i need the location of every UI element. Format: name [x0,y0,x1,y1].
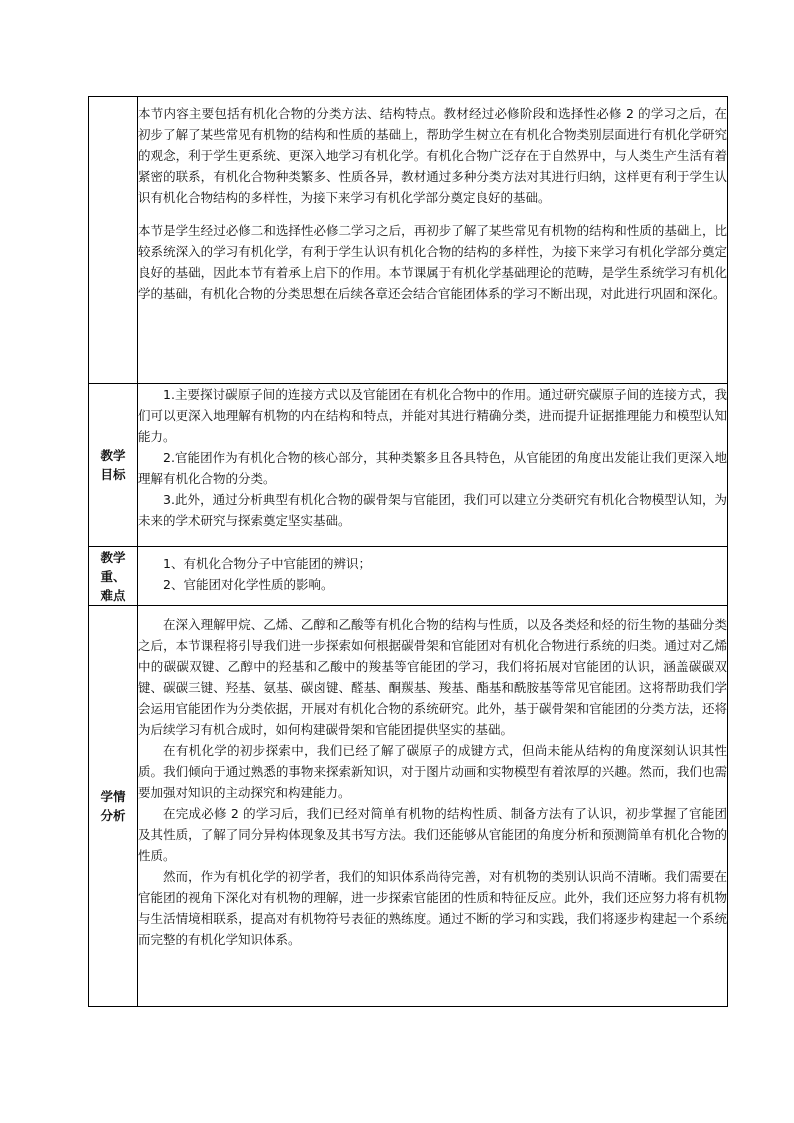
row-label-key-points [89,547,138,606]
row-label-learner [89,606,138,1007]
table-row [89,606,728,1007]
label-line: 重、 [100,568,126,584]
label-line: 教学 [100,549,126,565]
lesson-plan-table [88,96,728,1007]
key-point-item: 2、官能团对化学性质的影响。 [163,577,334,592]
learner-paragraph: 在有机化学的初步探索中，我们已经了解了碳原子的成键方式，但尚未能从结构的角度深刻认识其性质。我们倾向于通过熟悉的事物来探索新知识，对于图片动画和实物模型有着浓厚的兴趣。然而，我们也需要加强对知识的主动探究和构建能力。 [138,743,727,800]
learner-paragraph: 在深入理解甲烷、乙烯、乙醇和乙酸等有机化合物的结构与性质，以及各类烃和烃的衍生物的基础分类之后，本节课程将引导我们进一步探索如何根据碳骨架和官能团对有机化合物进行系统的归类。通过对乙烯中的碳碳双键、乙醇中的羟基和乙酸中的羧基等官能团的学习，我们将拓展对官能团的认识，涵盖碳碳双键、碳碳三键、羟基、氨基、碳卤键、醛基、酮羰基、羧基、酯基和酰胺基等常见官能团。这将帮助我们学会运用官能团作为分类依据，开展对有机化合物的系统研究。此外，基于碳骨架和官能团的分类方法，还将为后续学习有机合成时，如何构建碳骨架和官能团提供坚实的基础。 [138,617,727,737]
key-point-item: 1、有机化合物分子中官能团的辨识； [163,556,371,571]
goal-item: 1.主要探讨碳原子间的连接方式以及官能团在有机化合物中的作用。通过研究碳原子间的连接方式，我们可以更深入地理解有机物的内在结构和特点，并能对其进行精确分类，进而提升证据推理能力和模型认知能力。 [138,387,727,444]
textbook-analysis-cell [138,97,728,384]
label-line: 教学 [100,448,126,463]
key-points-cell [138,547,728,606]
table-row [89,97,728,384]
row-label-analysis [89,97,138,384]
label-line: 分析 [100,808,126,823]
table-row [89,547,728,606]
learner-analysis-cell [138,606,728,1007]
analysis-paragraph: 本节是学生经过必修二和选择性必修二学习之后，再初步了解了某些常见有机物的结构和性质的基础上，比较系统深入的学习有机化学，有利于学生认识有机化合物的结构的多样性，为接下来学习有机化学部分奠定良好的基础，因此本节有着承上启下的作用。本节课属于有机化学基础理论的范畴，是学生系统学习有机化学的基础，有机化合物的分类思想在后续各章还会结合官能团体系的学习不断出现，对此进行巩固和深化。 [138,223,727,301]
label-line: 学情 [100,789,126,804]
learner-paragraph: 然而，作为有机化学的初学者，我们的知识体系尚待完善，对有机物的类别认识尚不清晰。我们需要在官能团的视角下深化对有机物的理解，进一步探索官能团的性质和特征反应。此外，我们还应努力将有机物与生活情境相联系，提高对有机物符号表征的熟练度。通过不断的学习和实践，我们将逐步构建起一个系统而完整的有机化学知识体系。 [138,869,727,947]
goal-item: 2.官能团作为有机化合物的核心部分，其种类繁多且各具特色，从官能团的角度出发能让我们更深入地理解有机化合物的分类。 [138,450,727,486]
label-line: 难点 [100,587,126,603]
row-label-goals [89,384,138,547]
label-line: 目标 [100,467,126,482]
learner-paragraph: 在完成必修 2 的学习后，我们已经对简单有机物的结构性质、制备方法有了认识，初步掌握了官能团及其性质，了解了同分异构体现象及其书写方法。我们还能够从官能团的角度分析和预测简单有机化合物的性质。 [138,806,727,863]
analysis-paragraph: 本节内容主要包括有机化合物的分类方法、结构特点。教材经过必修阶段和选择性必修 2 的学习之后，在初步了解了某些常见有机物的结构和性质的基础上，帮助学生树立在有机化合物类别层面进行有机化学研究的观念，利于学生更系统、更深入地学习有机化学。有机化合物广泛存在于自然界中，与人类生产生活有着紧密的联系，有机化合物种类繁多、性质各异，教材通过多种分类方法对其进行归纳，这样更有利于学生认识有机化合物结构的多样性，为接下来学习有机化学部分奠定良好的基础。 [138,106,727,205]
goal-item: 3.此外，通过分析典型有机化合物的碳骨架与官能团，我们可以建立分类研究有机化合物模型认知，为未来的学术研究与探索奠定坚实基础。 [138,492,727,528]
teaching-goals-cell [138,384,728,547]
table-row [89,384,728,547]
